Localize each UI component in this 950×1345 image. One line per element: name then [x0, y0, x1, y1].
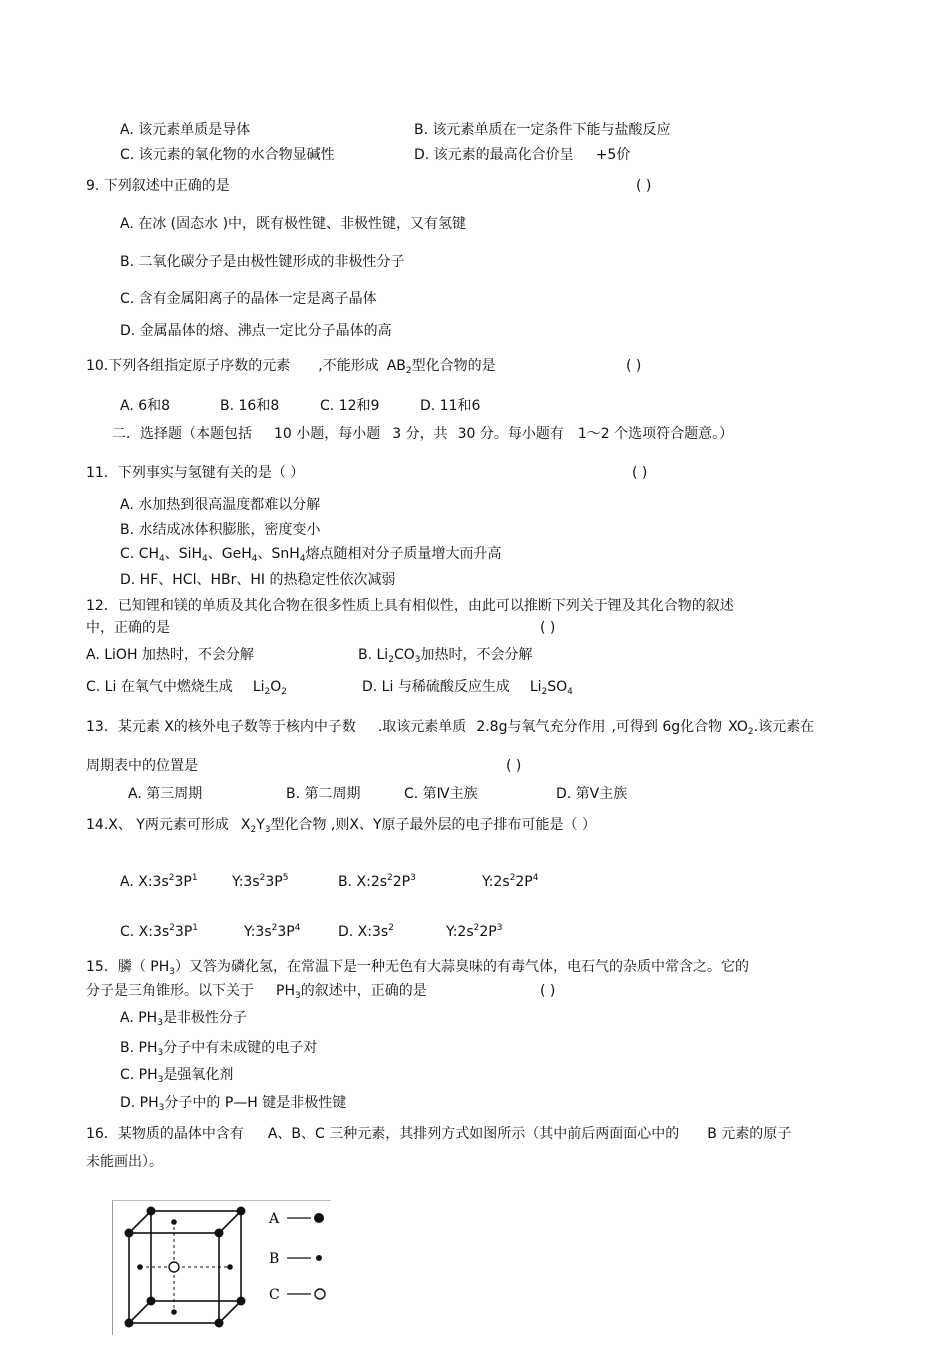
q14-b-x-sup2: 3 — [410, 873, 416, 883]
q15-line2-tail: 的叙述中，正确的是 — [300, 983, 427, 999]
q8-option-d-value: +5价 — [595, 147, 631, 163]
q14-c-x-p: 3P — [174, 924, 193, 940]
q14-c-y-p: 3P — [277, 924, 295, 940]
q14-c-y-sup2: 4 — [294, 923, 301, 933]
q13-option-d: D. 第Ⅴ主族 — [556, 786, 628, 802]
q11-c-sih: 、SiH — [164, 546, 203, 562]
q14-d-x-text: D. X:3s — [338, 924, 389, 940]
q14-d-y-text: Y:2s — [446, 924, 474, 940]
q12-d-sub1: 2 — [541, 687, 548, 697]
q8-option-b: B. 该元素单质在一定条件下能与盐酸反应 — [414, 122, 671, 138]
q10-formula — [387, 358, 412, 374]
q12-b-co: CO — [393, 647, 415, 663]
q14-option-c-y — [244, 923, 300, 941]
q14-d-y-sup: 2 — [473, 923, 480, 933]
atom-b — [137, 1264, 143, 1270]
q15-answer-paren: ( ) — [540, 983, 556, 999]
q14-b-y-sup2: 4 — [532, 873, 539, 883]
q14-formula-y: Y — [256, 817, 265, 833]
atom-b — [171, 1219, 177, 1225]
q15-stem-line2 — [86, 982, 427, 1001]
q13-stem — [86, 718, 815, 737]
q15-stem-pre: 15．膦（ PH — [86, 959, 170, 975]
q12-b-sub1: 2 — [388, 655, 394, 665]
q14-a-x-sup2: 1 — [191, 873, 198, 883]
q15-option-d — [120, 1094, 346, 1112]
q14-formula-x: X — [240, 817, 251, 833]
q13-option-b: B. 第二周期 — [286, 786, 361, 802]
q8-option-d-text: D. 该元素的最高化合价呈 — [414, 147, 574, 163]
q14-a-x-text: A. X:3s — [120, 874, 169, 890]
q14-option-b-y — [482, 873, 538, 891]
q15-a-sub: 3 — [157, 1018, 163, 1028]
q14-formula-y-sub: 3 — [264, 825, 271, 835]
section2-p3: 3 分，共 — [392, 426, 448, 442]
q14-c-y-sup: 2 — [271, 923, 278, 933]
atom-a — [125, 1319, 134, 1328]
atom-a — [215, 1229, 224, 1238]
q12-d-li: Li — [529, 679, 542, 695]
q10-stem-tail: 型化合物的是 — [411, 358, 496, 374]
q15-stem-sub: 3 — [169, 967, 175, 977]
q14-a-y-sup: 2 — [259, 873, 266, 883]
q14-c-x-text: C. X:3s — [120, 924, 170, 940]
section2-p5: 1～2 个选项符合题意。） — [577, 426, 734, 442]
q11-answer-paren: ( ) — [632, 465, 648, 481]
q16-stem — [86, 1125, 792, 1143]
q15-d-pre: D. PH — [120, 1095, 159, 1111]
q8-option-a: A. 该元素单质是导体 — [120, 122, 251, 138]
q15-d-tail: 分子中的 P—H 键是非极性键 — [164, 1095, 347, 1111]
section2-heading — [112, 425, 734, 443]
q12-option-c — [86, 678, 288, 697]
q14-a-x-p: 3P — [174, 874, 192, 890]
crystal-lattice-figure — [112, 1200, 331, 1335]
q8-option-d — [414, 146, 631, 164]
q14-b-x-text: B. X:2s — [338, 874, 388, 890]
q13-formula-sub: 2 — [747, 727, 754, 737]
q10-option-b: B. 16和8 — [220, 398, 280, 414]
q12-b-label: B. Li — [358, 647, 389, 663]
q11-option-a: A. 水加热到很高温度都难以分解 — [120, 497, 321, 513]
q15-option-b — [120, 1039, 317, 1057]
q14-d-y-p: 2P — [479, 924, 497, 940]
q11-c-geh-sub: 4 — [251, 554, 258, 564]
q13-answer-paren: ( ) — [506, 758, 522, 774]
q11-c-snh-sub: 4 — [299, 554, 306, 564]
q10-stem-text: 10.下列各组指定原子序数的元素 — [86, 358, 291, 374]
q12-c-formula — [253, 679, 287, 695]
q16-stem-text2: A、B、C 三种元素，其排列方式如图所示（其中前后两面面心中的 — [267, 1126, 680, 1142]
section2-p4: 30 分。每小题有 — [457, 426, 564, 442]
q14-b-x-p: 2P — [392, 874, 411, 890]
q15-c-sub: 3 — [157, 1075, 164, 1085]
q11-c-geh: 、GeH — [207, 546, 252, 562]
q15-option-c — [120, 1066, 233, 1084]
q13-stem-line2: 周期表中的位置是 — [86, 758, 198, 774]
q14-c-x-sup: 2 — [169, 923, 175, 933]
q14-b-y-text: Y:2s — [482, 874, 510, 890]
q15-line2-ph: PH — [276, 983, 295, 999]
q16-stem-text3: B 元素的原子 — [707, 1126, 792, 1142]
q11-c-label: C. — [120, 546, 139, 562]
q15-b-tail: 分子中有未成键的电子对 — [163, 1040, 318, 1056]
q12-stem: 12．已知锂和镁的单质及其化合物在很多性质上具有相似性，由此可以推断下列关于锂及其化合物的叙述 — [86, 598, 734, 614]
q12-b-sub2: 3 — [414, 655, 421, 665]
q14-b-x-sup: 2 — [387, 873, 393, 883]
q15-line2-text: 分子是三角锥形。以下关于 — [86, 983, 254, 999]
q13-stem-text2: .取该元素单质 — [377, 719, 467, 735]
q12-option-a: A. LiOH 加热时，不会分解 — [86, 647, 254, 663]
q14-d-y-sup2: 3 — [496, 923, 503, 933]
q14-c-y-text: Y:3s — [244, 924, 272, 940]
q12-option-d — [362, 678, 573, 697]
section2-p1: 二．选择题（本题包括 — [112, 426, 252, 442]
q14-option-c-x — [120, 923, 198, 941]
atom-a — [237, 1297, 246, 1306]
q14-option-a-x — [120, 873, 198, 891]
q8-option-c: C. 该元素的氧化物的水合物显碱性 — [120, 147, 335, 163]
q11-stem: 11．下列事实与氢键有关的是（ ） — [86, 465, 305, 481]
atom-a — [147, 1297, 156, 1306]
q12-stem-line2: 中，正确的是 — [86, 620, 170, 636]
q10-formula-sub: 2 — [405, 366, 412, 376]
q11-c-tail: 熔点随相对分子质量增大而升高 — [305, 546, 502, 562]
q14-b-y-p: 2P — [515, 874, 533, 890]
q14-option-d-x — [338, 923, 394, 941]
legend-atom-b — [316, 1255, 322, 1261]
q14-a-y-p: 3P — [265, 874, 283, 890]
q14-option-a-y — [232, 873, 288, 891]
q12-c-li: Li — [252, 679, 265, 695]
q11-c-ch: CH — [138, 546, 159, 562]
q14-formula-x-sub: 2 — [250, 825, 257, 835]
q15-stem-tail: ）又答为磷化氢，在常温下是一种无色有大蒜臭味的有毒气体，电石气的杂质中常含之。它的 — [174, 959, 749, 975]
q9-option-c: C. 含有金属阳离子的晶体一定是离子晶体 — [120, 291, 377, 307]
q15-b-sub: 3 — [157, 1048, 164, 1058]
q12-d-formula — [530, 679, 573, 695]
atom-a — [237, 1207, 246, 1216]
q13-formula-xo: XO — [728, 719, 748, 735]
q15-line2-sub: 3 — [294, 991, 301, 1001]
q12-d-label: D. Li 与稀硫酸反应生成 — [362, 679, 510, 695]
q9-answer-paren: ( ) — [636, 178, 652, 194]
q14-stem-text: 14.X、 Y两元素可形成 — [86, 817, 229, 833]
q9-option-d: D. 金属晶体的熔、沸点一定比分子晶体的高 — [120, 323, 392, 339]
q14-a-y-text: Y:3s — [232, 874, 260, 890]
q12-c-sub1: 2 — [264, 687, 271, 697]
q11-option-d: D. HF、HCl、HBr、HI 的热稳定性依次减弱 — [120, 572, 396, 588]
atom-a — [147, 1207, 156, 1216]
q16-stem-text: 16．某物质的晶体中含有 — [86, 1126, 244, 1142]
q14-stem-tail: 型化合物 ,则X、Y原子最外层的电子排布可能是（ ） — [270, 817, 596, 833]
q14-b-y-sup: 2 — [509, 873, 516, 883]
q10-option-d: D. 11和6 — [420, 398, 481, 414]
q15-a-tail: 是非极性分子 — [162, 1010, 247, 1026]
q14-option-b-x — [338, 873, 416, 891]
legend-atom-a — [314, 1213, 324, 1223]
legend-label-a: A — [269, 1211, 280, 1227]
q14-a-y-sup2: 5 — [282, 873, 289, 883]
q13-stem-text: 13．某元素 X的核外电子数等于核内中子数 — [86, 719, 356, 735]
atom-a — [125, 1229, 134, 1238]
q9-option-a: A. 在冰 (固态水 )中，既有极性键、非极性键，又有氢键 — [120, 216, 467, 232]
q14-stem — [86, 816, 596, 835]
crystal-cube-diagram — [113, 1201, 331, 1335]
legend — [268, 1211, 325, 1303]
q11-c-ch-sub: 4 — [159, 554, 165, 564]
q12-c-sub2: 2 — [281, 687, 288, 697]
q11-c-sih-sub: 4 — [202, 554, 208, 564]
q10-option-c: C. 12和9 — [320, 398, 380, 414]
atom-c — [169, 1262, 179, 1272]
q9-stem: 9. 下列叙述中正确的是 — [86, 178, 230, 194]
q12-b-tail: 加热时，不会分解 — [420, 647, 533, 663]
q10-option-a: A. 6和8 — [120, 398, 171, 414]
q15-option-a — [120, 1009, 247, 1027]
legend-label-b: B — [269, 1251, 280, 1267]
legend-atom-c — [315, 1289, 325, 1299]
q11-c-snh: 、SnH — [257, 546, 300, 562]
q13-option-c: C. 第Ⅳ主族 — [404, 786, 478, 802]
q13-stem-text3: 2.8g与氧气充分作用 — [476, 719, 606, 735]
q12-answer-paren: ( ) — [540, 620, 556, 636]
q13-stem-tail: .该元素在 — [753, 719, 815, 735]
q13-stem-text4: ,可得到 6g化合物 — [611, 719, 723, 735]
atom-a — [215, 1319, 224, 1328]
q15-a-pre: A. PH — [120, 1010, 158, 1026]
q15-c-tail: 是强氧化剂 — [163, 1067, 234, 1083]
q11-option-b: B. 水结成冰体积膨胀，密度变小 — [120, 522, 321, 538]
q10-formula-ab: AB — [386, 358, 406, 374]
q12-option-b — [358, 646, 532, 664]
q13-formula — [728, 719, 753, 735]
q14-formula — [241, 817, 271, 833]
q14-a-x-sup: 2 — [168, 873, 175, 883]
q9-option-b: B. 二氧化碳分子是由极性键形成的非极性分子 — [120, 254, 405, 270]
q16-stem-line2: 未能画出）。 — [86, 1154, 163, 1170]
q10-stem-text2: ,不能形成 — [318, 358, 379, 374]
q14-option-d-y — [446, 923, 502, 941]
q15-b-pre: B. PH — [120, 1040, 158, 1056]
q10-stem — [86, 357, 496, 376]
q12-d-so: SO — [547, 679, 568, 695]
q13-option-a: A. 第三周期 — [128, 786, 203, 802]
q15-d-sub: 3 — [158, 1103, 165, 1113]
q15-stem — [86, 958, 749, 976]
q14-c-x-sup2: 1 — [192, 923, 199, 933]
legend-label-c: C — [269, 1287, 280, 1303]
atom-b — [171, 1309, 177, 1315]
q12-c-o: O — [270, 679, 282, 695]
q14-d-x-sup: 2 — [388, 923, 394, 933]
q12-d-sub2: 4 — [567, 687, 573, 697]
q12-c-label: C. Li 在氧气中燃烧生成 — [86, 679, 233, 695]
atom-b — [227, 1264, 233, 1270]
q11-option-c — [120, 545, 502, 563]
q15-line2-formula — [276, 983, 427, 999]
q15-c-pre: C. PH — [120, 1067, 158, 1083]
q10-answer-paren: ( ) — [626, 358, 642, 374]
section2-p2: 10 小题，每小题 — [274, 426, 381, 442]
